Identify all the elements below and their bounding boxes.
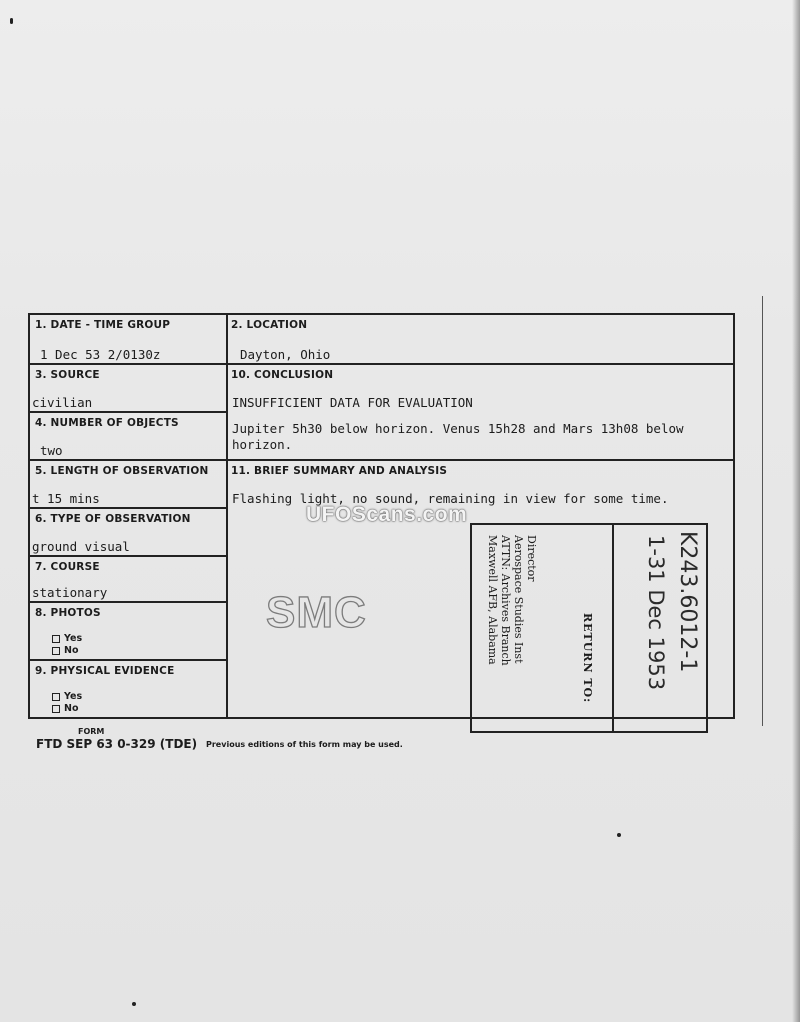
scan-speck — [132, 1002, 136, 1006]
conclusion-text: INSUFFICIENT DATA FOR EVALUATION — [232, 395, 473, 410]
field-value: two — [40, 443, 63, 458]
handwritten-date-range: 1-31 Dec 1953 — [644, 535, 668, 691]
field-label: 10. CONCLUSION — [231, 369, 334, 381]
address-line: Director — [525, 535, 538, 582]
scan-speck — [10, 18, 13, 24]
summary-text: Flashing light, no sound, remaining in view for some time. — [232, 491, 669, 506]
field-value: ground visual — [32, 539, 130, 554]
return-to-box — [470, 523, 708, 733]
field-number-of-objects — [30, 413, 226, 461]
checked-checkbox-icon — [52, 647, 60, 655]
address-line: ATTN: Archives Branch — [499, 535, 512, 666]
field-length-of-observation — [30, 461, 226, 509]
checkbox-icon — [52, 705, 60, 713]
field-label: 5. LENGTH OF OBSERVATION — [35, 465, 209, 477]
field-label: 11. BRIEF SUMMARY AND ANALYSIS — [231, 465, 448, 477]
field-label: 1. DATE - TIME GROUP — [35, 319, 171, 331]
field-conclusion — [226, 365, 733, 461]
field-label: 4. NUMBER OF OBJECTS — [35, 417, 179, 429]
field-value: 1 Dec 53 2/0130z — [40, 347, 161, 362]
conclusion-note-cont: horizon. — [232, 437, 293, 452]
field-physical-evidence — [30, 661, 226, 717]
form-left-column — [30, 315, 228, 717]
conclusion-note: Jupiter 5h30 below horizon. Venus 15h28 and Mars 13h08 below — [232, 421, 684, 436]
field-value: Dayton, Ohio — [240, 347, 331, 362]
address-line: Aerospace Studies Inst — [512, 535, 525, 664]
option-label: No — [64, 645, 79, 656]
field-type-of-observation — [30, 509, 226, 557]
smc-stamp: SMC — [266, 588, 367, 637]
scan-artifact-line — [762, 296, 763, 726]
field-course — [30, 557, 226, 603]
field-label: 8. PHOTOS — [35, 607, 101, 619]
scan-speck — [617, 833, 621, 837]
option-label: Yes — [64, 633, 83, 644]
checkbox-icon — [52, 693, 60, 701]
option-label: Yes — [64, 691, 83, 702]
field-date-time-group — [30, 315, 226, 365]
field-value: civilian — [32, 395, 93, 410]
field-label: 3. SOURCE — [35, 369, 100, 381]
photos-yes-option — [52, 633, 82, 644]
watermark: UFOScans.com — [306, 503, 468, 526]
field-label: 9. PHYSICAL EVIDENCE — [35, 665, 175, 677]
evidence-no-option — [52, 703, 78, 714]
field-source — [30, 365, 226, 413]
scan-edge-shadow — [792, 0, 800, 1022]
form-note: Previous editions of this form may be used. — [206, 740, 403, 749]
option-label: No — [64, 703, 79, 714]
return-box-divider — [612, 525, 614, 731]
return-address — [486, 535, 538, 666]
field-location — [226, 315, 733, 365]
field-photos — [30, 603, 226, 661]
field-label: 2. LOCATION — [231, 319, 308, 331]
field-value: stationary — [32, 585, 108, 600]
evidence-yes-option — [52, 691, 82, 702]
field-label: 6. TYPE OF OBSERVATION — [35, 513, 191, 525]
form-id: FTD SEP 63 0-329 (TDE) — [36, 737, 198, 751]
handwritten-file-number: K243.6012-1 — [675, 531, 700, 673]
address-line: Maxwell AFB, Alabama — [486, 535, 499, 665]
photos-no-option — [52, 645, 78, 656]
form-word: FORM — [78, 727, 105, 736]
field-label: 7. COURSE — [35, 561, 100, 573]
field-value: t 15 mins — [32, 491, 100, 506]
return-to-heading: RETURN TO: — [581, 613, 594, 704]
checkbox-icon — [52, 635, 60, 643]
